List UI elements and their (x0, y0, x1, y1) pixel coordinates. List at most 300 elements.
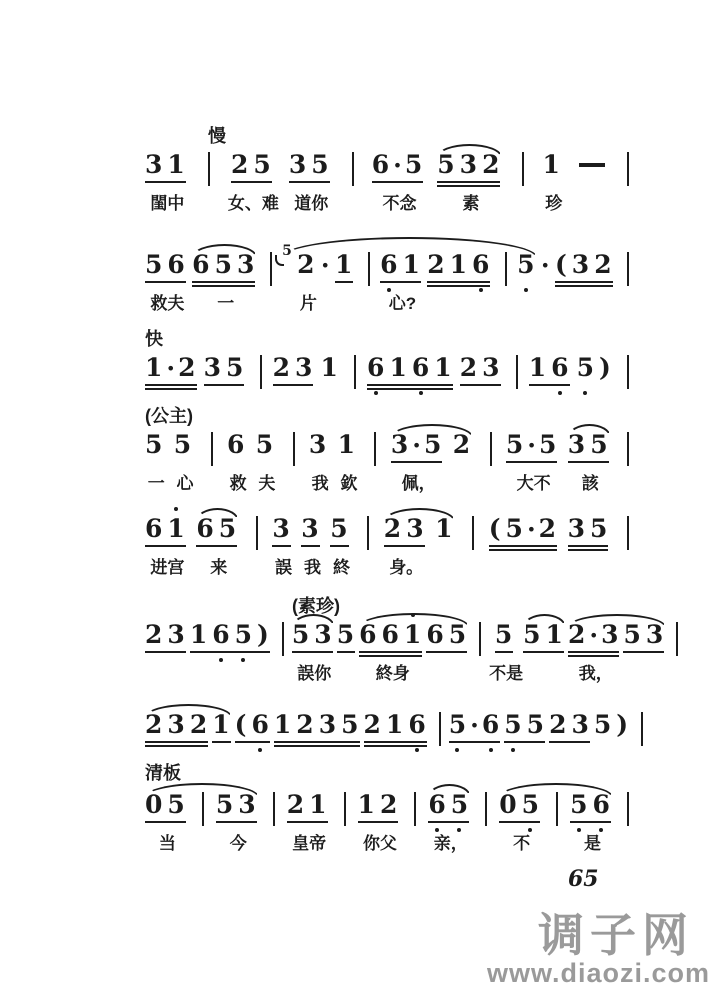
note-digits (231, 152, 276, 179)
note-digit: 5 (311, 150, 329, 179)
barline (479, 622, 481, 656)
note-digits (529, 355, 574, 382)
score-annotation: 慢 (208, 126, 226, 146)
note-group (292, 622, 337, 684)
barline (485, 792, 487, 826)
note-digit: 5 (526, 710, 545, 739)
slur-arc (145, 704, 232, 717)
lyric-text: 佩， (401, 474, 436, 493)
note-digit: 5 (226, 353, 244, 382)
underline-beam (504, 741, 545, 743)
lyric-text: 心 (176, 474, 194, 493)
slur-arc (499, 783, 613, 797)
underline-beam (145, 181, 186, 183)
lyric-text: 救夫 (150, 294, 185, 313)
note-group (309, 432, 331, 494)
note-digit: 6 (371, 150, 390, 179)
score-line (145, 792, 637, 854)
lyric-text: 进宫 (150, 558, 185, 577)
note-group (192, 252, 259, 314)
note-group (145, 152, 190, 214)
score-line (145, 243, 637, 314)
low-octave-dot (599, 828, 603, 832)
notes-row (145, 355, 637, 389)
lyric-text: 素 (462, 194, 480, 213)
note-group (460, 355, 505, 382)
note-group (555, 252, 617, 279)
note-digit: 3 (571, 710, 589, 739)
note-digit: 5 (330, 514, 348, 543)
note-digit: ) (616, 710, 629, 739)
note-digit: 2 (363, 710, 381, 739)
note-digit: 5 (539, 430, 557, 459)
underline-beam (549, 741, 590, 743)
low-octave-dot (419, 391, 423, 395)
low-octave-dot (219, 658, 223, 662)
note-digit: 2 (379, 790, 398, 819)
lyric-text: 心? (388, 294, 417, 313)
note-digit: 6 (380, 252, 397, 278)
note-digit: 5 (423, 430, 442, 459)
note-digit: 2 (459, 353, 478, 382)
note-group (577, 355, 616, 382)
underline-beam (570, 821, 611, 823)
note-digit: 6 (212, 622, 229, 648)
note-group (437, 152, 504, 214)
lyric-text: 一 (147, 474, 165, 493)
barline (627, 252, 629, 286)
low-octave-dot (583, 391, 587, 395)
note-digit: 1 (545, 620, 563, 649)
barline (260, 355, 262, 389)
underline-beam (568, 549, 609, 551)
underline-beam (568, 461, 609, 463)
notes-row (145, 620, 664, 684)
note-digit: 3 (167, 710, 185, 739)
underline-beam (272, 545, 290, 547)
underline-beam (449, 741, 501, 743)
barline (516, 355, 518, 389)
note-group (570, 792, 615, 854)
note-digits (568, 516, 613, 543)
slur-arc (437, 144, 502, 157)
note-group (145, 516, 190, 578)
underline-beam (380, 281, 421, 283)
notes-row (145, 243, 637, 314)
underline-beam (364, 741, 427, 743)
note-digit: 5 (167, 790, 185, 819)
underline-beam (437, 185, 500, 187)
note-digits (190, 622, 274, 649)
lyric-text: 救 (229, 474, 247, 493)
low-octave-dot (374, 391, 378, 395)
duration-dot: · (166, 353, 176, 383)
note-digit: 3 (301, 514, 319, 543)
note-digit: 5 (505, 430, 524, 459)
note-digit: 3 (459, 150, 478, 179)
underline-beam (216, 821, 257, 823)
underline-beam (359, 651, 422, 653)
underline-beam (274, 741, 360, 743)
note-group (274, 712, 364, 739)
note-digits (337, 622, 359, 649)
note-group (568, 516, 613, 543)
underline-beam (372, 181, 424, 183)
note-digits (372, 152, 428, 179)
note-group (196, 516, 241, 578)
note-digits (145, 355, 201, 382)
note-digit: 1 (528, 353, 547, 382)
underline-beam (145, 741, 208, 743)
note-group (145, 252, 190, 314)
note-digits (204, 355, 249, 382)
note-digit: 3 (167, 620, 185, 649)
note-digit: 1 (189, 620, 208, 649)
underline-beam (568, 655, 620, 657)
note-group (273, 355, 318, 382)
lyric-text: 夫 (258, 474, 276, 493)
low-octave-dot (435, 828, 439, 832)
note-digits (449, 712, 505, 739)
note-digit: 2 (538, 514, 557, 543)
barline (352, 152, 354, 186)
note-digit: 1 (212, 710, 230, 739)
duration-dot: · (526, 514, 536, 544)
underline-beam (529, 384, 570, 386)
note-digit: 5 (336, 620, 355, 649)
note-group (575, 152, 609, 179)
note-digit: 1 (337, 430, 356, 459)
note-digit: 1 (449, 250, 468, 279)
low-octave-dot (528, 828, 532, 832)
low-octave-dot (457, 828, 461, 832)
note-digit: 5 (593, 710, 612, 739)
note-digits (364, 712, 431, 739)
underline-beam (367, 384, 453, 386)
slur-arc (196, 508, 239, 521)
lyric-text: 我 (311, 474, 329, 493)
note-digit: 6 (426, 620, 444, 649)
underline-beam (145, 281, 186, 283)
barline (367, 516, 369, 550)
note-digits (330, 516, 352, 543)
underline-beam (568, 651, 620, 653)
note-digit: ( (554, 250, 567, 279)
slur-arc (391, 424, 473, 437)
note-digits (594, 712, 633, 739)
note-digit: 3 (236, 250, 255, 279)
barline (490, 432, 492, 466)
note-group (301, 516, 323, 578)
note-digits (338, 432, 360, 459)
note-digit: 2 (427, 250, 445, 279)
slur-arc (384, 508, 455, 521)
note-digit: 1 (542, 150, 560, 179)
note-digit: 6 (359, 620, 377, 649)
underline-beam (212, 741, 230, 743)
score-line (145, 406, 637, 494)
note-digit: 1 (273, 710, 292, 739)
note-digits (256, 432, 278, 459)
underline-beam (437, 181, 500, 183)
note-digit: 5 (504, 712, 521, 738)
score-line (145, 710, 637, 783)
note-digit: ( (234, 710, 247, 739)
low-octave-dot (415, 748, 419, 752)
lyric-text: 一 (217, 294, 235, 313)
note-digit: 3 (238, 790, 256, 819)
lyric-text: 来 (210, 558, 228, 577)
note-digits (145, 432, 167, 459)
notes-row (145, 712, 637, 746)
low-octave-dot (479, 288, 483, 292)
note-digit: 1 (402, 250, 420, 279)
note-digit: 1 (320, 353, 338, 382)
note-group (594, 712, 633, 739)
barline (439, 712, 441, 746)
barline (273, 792, 275, 826)
barline (256, 516, 258, 550)
note-digit: 5 (448, 620, 467, 649)
underline-beam (145, 651, 186, 653)
note-digit: 1 (434, 353, 452, 382)
note-group (372, 152, 428, 214)
barline (627, 432, 629, 466)
note-digits (506, 432, 562, 459)
barline (627, 516, 629, 550)
barline (556, 792, 558, 826)
note-digit: 3 (567, 430, 586, 459)
lyric-text: 大不 (516, 474, 551, 493)
note-digit: 3 (482, 353, 500, 382)
note-digit: 1 (404, 622, 421, 648)
underline-beam (145, 384, 197, 386)
duration-dot: · (320, 250, 330, 280)
note-group (489, 516, 561, 543)
note-group (529, 355, 574, 382)
barline (414, 792, 416, 826)
barline (472, 516, 474, 550)
lyric-text: 誤你 (297, 664, 332, 683)
note-group (320, 355, 342, 382)
note-group (380, 252, 425, 314)
lyric-text: 我， (578, 664, 613, 683)
underline-beam (235, 741, 270, 743)
note-digit: 1 (334, 250, 353, 279)
note-digit: 3 (314, 620, 332, 649)
underline-beam (274, 745, 360, 747)
note-group (542, 252, 553, 279)
barline (641, 712, 643, 746)
note-digits (301, 516, 323, 543)
note-digit: 6 (145, 514, 163, 543)
underline-beam (359, 655, 422, 657)
note-digit: 5 (449, 712, 466, 738)
note-digit: 3 (645, 620, 664, 649)
note-digit: 6 (251, 712, 268, 738)
note-digit: 5 (145, 250, 163, 279)
note-digit: 2 (594, 250, 612, 279)
note-digit: 0 (145, 790, 163, 819)
underline-beam (145, 388, 197, 390)
lyric-text: 你父 (362, 834, 397, 853)
underline-beam (623, 651, 664, 653)
note-digit: 6 (428, 792, 445, 818)
note-digits (145, 252, 190, 279)
note-digit: 1 (167, 150, 185, 179)
note-digit: 5 (505, 514, 523, 543)
underline-beam (495, 651, 513, 653)
barline (208, 152, 210, 186)
underline-beam (287, 821, 328, 823)
note-group (235, 712, 274, 739)
note-digits (549, 712, 594, 739)
lyric-text: 是 (583, 834, 601, 853)
note-group (543, 152, 565, 214)
note-digit: 6 (367, 355, 384, 381)
note-digits (543, 152, 565, 179)
note-digits (273, 355, 318, 382)
note-digits (287, 792, 332, 819)
low-octave-dot (241, 658, 245, 662)
note-group (297, 252, 319, 314)
duration-dot: · (412, 430, 421, 460)
lyric-text: 女、难 (227, 194, 279, 213)
note-digits (577, 355, 616, 382)
underline-beam (427, 281, 490, 283)
note-digit: 2 (230, 150, 249, 179)
note-digits (358, 792, 403, 819)
note-digits (145, 516, 190, 543)
note-digit: 5 (517, 252, 534, 278)
underline-beam (364, 745, 427, 747)
score-annotation: 清板 (145, 763, 181, 783)
barline (211, 432, 213, 466)
note-digits (145, 152, 190, 179)
note-digits (555, 252, 617, 279)
underline-beam (330, 545, 348, 547)
note-digit: 5 (570, 792, 587, 818)
low-octave-dot (558, 391, 562, 395)
note-group (359, 622, 426, 684)
duration-dot: · (470, 710, 479, 740)
note-digits (460, 355, 505, 382)
score-line (145, 126, 637, 214)
lyric-text: 亲， (433, 834, 468, 853)
note-digit: 5 (451, 792, 468, 818)
low-octave-dot (455, 748, 459, 752)
note-digit: 5 (282, 243, 292, 259)
lyric-text: 片 (299, 294, 317, 313)
note-group (145, 355, 201, 382)
duration-dot: · (589, 620, 599, 650)
underline-beam (192, 285, 255, 287)
note-digit: 2 (383, 514, 402, 543)
note-digit: 3 (203, 353, 222, 382)
low-octave-dot (511, 748, 515, 752)
note-digit: 5 (494, 620, 513, 649)
note-digit: 6 (412, 355, 429, 381)
note-digit: 3 (318, 710, 337, 739)
notes-row (145, 792, 637, 854)
note-digit: 6 (167, 250, 185, 279)
barline (522, 152, 524, 186)
note-digit: 1 (435, 514, 453, 543)
note-digit: 3 (272, 514, 290, 543)
barline (354, 355, 356, 389)
note-group (358, 792, 403, 854)
note-digit: 2 (567, 620, 586, 649)
low-octave-dot (387, 288, 391, 292)
underline-beam (499, 821, 540, 823)
underline-beam (204, 384, 245, 386)
score-annotation: (公主) (145, 406, 193, 426)
slur-arc (568, 614, 666, 627)
note-group (289, 152, 334, 214)
note-digit: 5 (291, 620, 310, 649)
lyric-text: 欽 (340, 474, 358, 493)
note-group (204, 355, 249, 382)
barline (627, 792, 629, 826)
note-digit: 2 (272, 353, 290, 382)
note-group (256, 432, 278, 494)
note-digit: 6 (482, 712, 499, 738)
lyric-text: 該 (581, 474, 599, 493)
note-digit: 5 (145, 430, 163, 459)
note-digit: 3 (406, 514, 424, 543)
note-group (227, 432, 249, 494)
slur-arc (359, 613, 469, 627)
note-digit: 2 (145, 710, 163, 739)
note-digit: 5 (590, 514, 608, 543)
underline-beam (489, 549, 557, 551)
note-digit: 5 (577, 355, 594, 381)
note-digit: 1 (167, 516, 184, 542)
note-digit: ) (257, 620, 269, 649)
note-digit: 5 (235, 622, 252, 648)
underline-beam (391, 461, 443, 463)
note-digit: 5 (523, 620, 541, 649)
note-digit: 6 (381, 620, 399, 649)
underline-beam (289, 181, 330, 183)
note-group (337, 622, 359, 649)
barline (676, 622, 678, 656)
note-group (489, 622, 523, 684)
note-digit: 6 (472, 252, 489, 278)
underline-beam (337, 651, 355, 653)
watermark-url: www.diaozi.com (487, 958, 710, 988)
lyric-text: 身。 (389, 558, 424, 577)
underline-beam (145, 545, 186, 547)
note-group (145, 792, 190, 854)
note-digit: 3 (601, 620, 619, 649)
note-group (272, 516, 294, 578)
note-digit: 5 (404, 150, 423, 179)
note-group (504, 712, 549, 739)
slur-arc (192, 244, 257, 257)
note-digit: 5 (522, 792, 539, 818)
lyric-text: 終 (332, 558, 350, 577)
note-digits (489, 516, 561, 543)
note-digit: 1 (309, 790, 327, 819)
notes-row (145, 516, 637, 578)
note-digits (145, 622, 190, 649)
note-digit: 3 (145, 150, 163, 179)
lyric-text: 当 (158, 834, 176, 853)
note-group (330, 516, 352, 578)
note-digit: ( (488, 514, 501, 543)
barline (202, 792, 204, 826)
